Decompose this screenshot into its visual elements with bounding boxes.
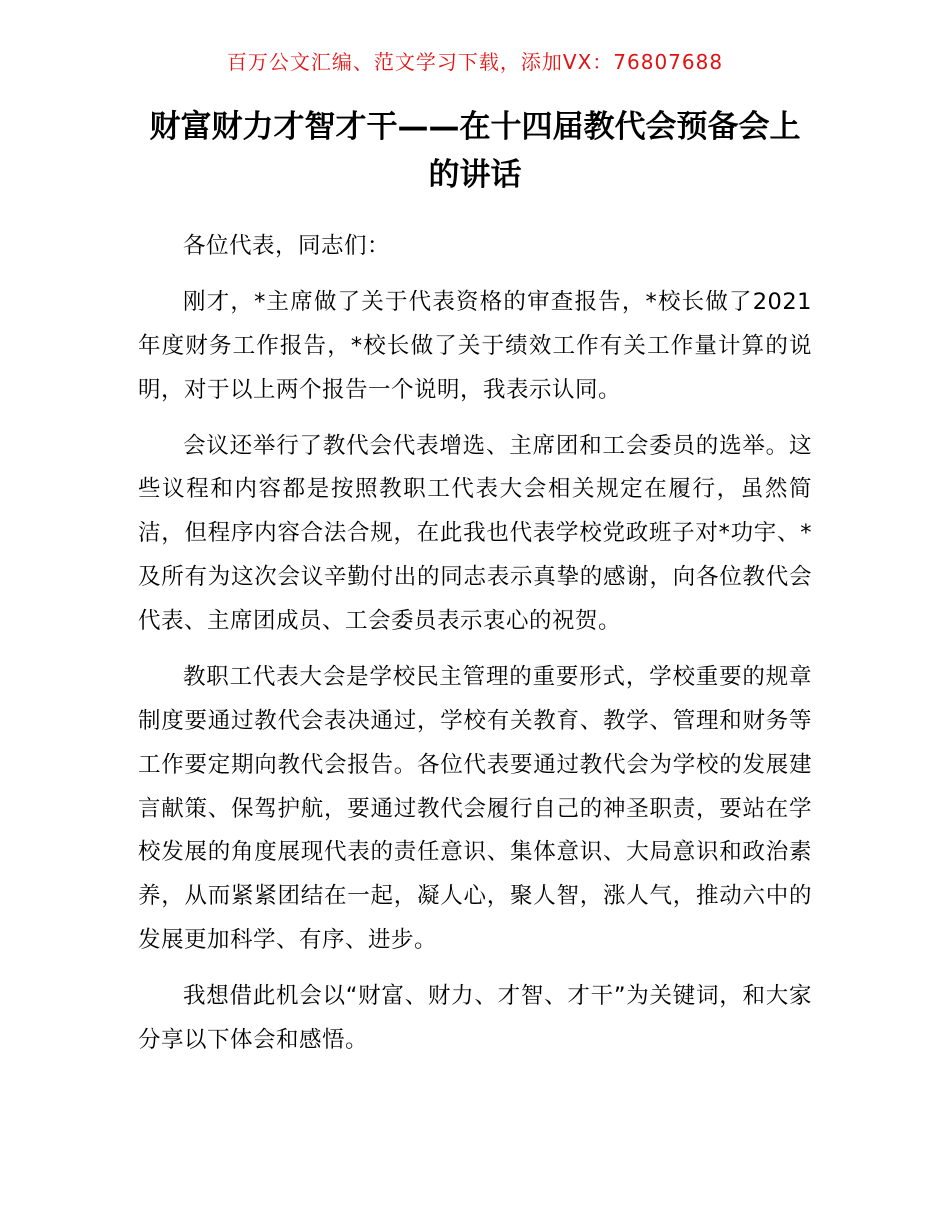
paragraph-body: 会议还举行了教代会代表增选、主席团和工会委员的选举。这些议程和内容都是按照教职工代表大会相关规定在履行，虽然简洁，但程序内容合法合规，在此我也代表学校党政班子对*功宇、*及所有为这次会议辛勤付出的同志表示真挚的感谢，向各位教代会代表、主席团成员、工会委员表示衷心的祝贺。: [138, 432, 812, 635]
paragraph-body: 我想借此机会以“财富、财力、才智、才干”为关键词，和大家分享以下体会和感悟。: [138, 983, 812, 1053]
paragraph-body: 刚才，*主席做了关于代表资格的审查报告，*校长做了2021 年度财务工作报告，*校长做了关于绩效工作有关工作量计算的说明，对于以上两个报告一个说明，我表示认同。: [138, 288, 812, 403]
paragraph-body: 教职工代表大会是学校民主管理的重要形式，学校重要的规章制度要通过教代会表决通过，学校有关教育、教学、管理和财务等工作要定期向教代会报告。各位代表要通过教代会为学校的发展建言献策、保驾护航，要通过教代会履行自己的神圣职责，要站在学校发展的角度展现代表的责任意识、集体意识、大局意识和政治素养，从而紧紧团结在一起，凝人心，聚人智，涨人气，推动六中的发展更加科学、有序、进步。: [138, 663, 812, 954]
document-title: 财富财力才智才干——在十四届教代会预备会上的讲话: [149, 109, 801, 194]
watermark-header-text: 百万公文汇编、范文学习下载，添加VX：76807688: [226, 50, 724, 74]
paragraph-salutation: 各位代表，同志们：: [183, 233, 391, 260]
